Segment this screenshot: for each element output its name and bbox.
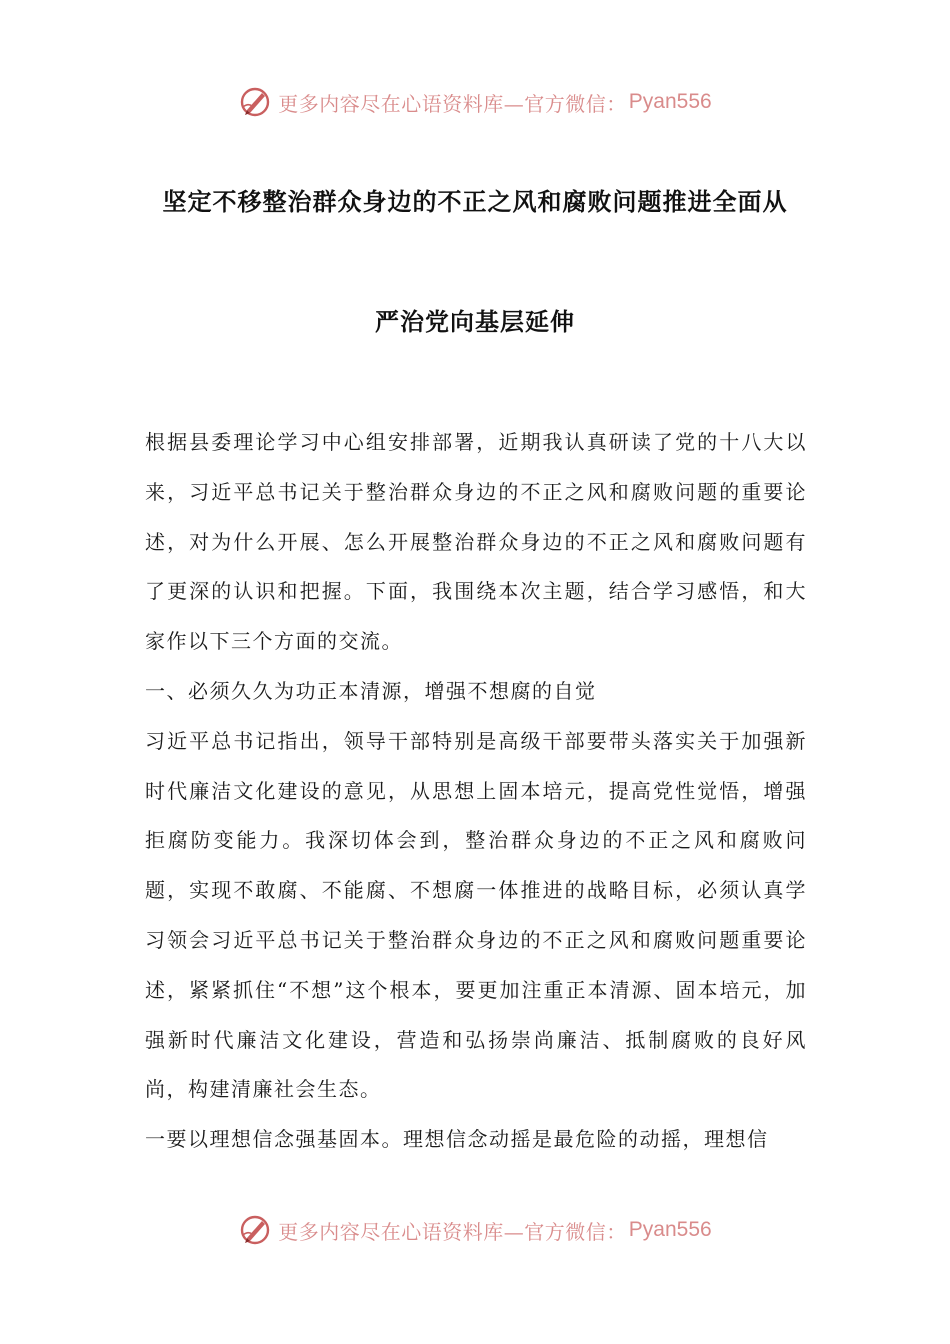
document-title-line-2: 严治党向基层延伸 [375,308,575,336]
watermark-banner-top [0,82,950,122]
document-body [145,418,807,1165]
watermark-wechat-id: Pyan556 [628,1218,712,1241]
watermark-text: 更多内容尽在心语资料库—官方微信： [278,91,627,116]
watermark-text: 更多内容尽在心语资料库—官方微信： [278,1219,627,1244]
document-title-line-1: 坚定不移整治群众身边的不正之风和腐败问题推进全面从 [162,188,788,216]
pen-logo-icon [238,85,272,119]
watermark-wechat-id: Pyan556 [628,90,712,113]
pen-logo-icon [238,1213,272,1247]
section-heading-1: 一、必须久久为功正本清源，增强不想腐的自觉 [145,678,597,703]
watermark-banner-bottom [0,1210,950,1250]
body-paragraph-section-1: 习近平总书记指出，领导干部特别是高级干部要带头落实关于加强新时代廉洁文化建设的意见，从思想上固本培元，提高党性觉悟，增强拒腐防变能力。我深切体会到，整治群众身边的不正之风和腐败问题，实现不敢腐、不能腐、不想腐一体推进的战略目标，必须认真学习领会习近平总书记关于整治群众身边的不正之风和腐败问题重要论述，紧紧抓住“不想”这个根本，要更加注重正本清源、固本培元，加强新时代廉洁文化建设，营造和弘扬崇尚廉洁、抵制腐败的良好风尚，构建清廉社会生态。 [145,728,807,1102]
body-paragraph-point-1: 一要以理想信念强基固本。理想信念动摇是最危险的动摇，理想信 [145,1127,769,1152]
body-paragraph-intro: 根据县委理论学习中心组安排部署，近期我认真研读了党的十八大以来，习近平总书记关于整治群众身边的不正之风和腐败问题的重要论述，对为什么开展、怎么开展整治群众身边的不正之风和腐败问题有了更深的认识和把握。下面，我围绕本次主题，结合学习感悟，和大家作以下三个方面的交流。 [145,430,807,654]
